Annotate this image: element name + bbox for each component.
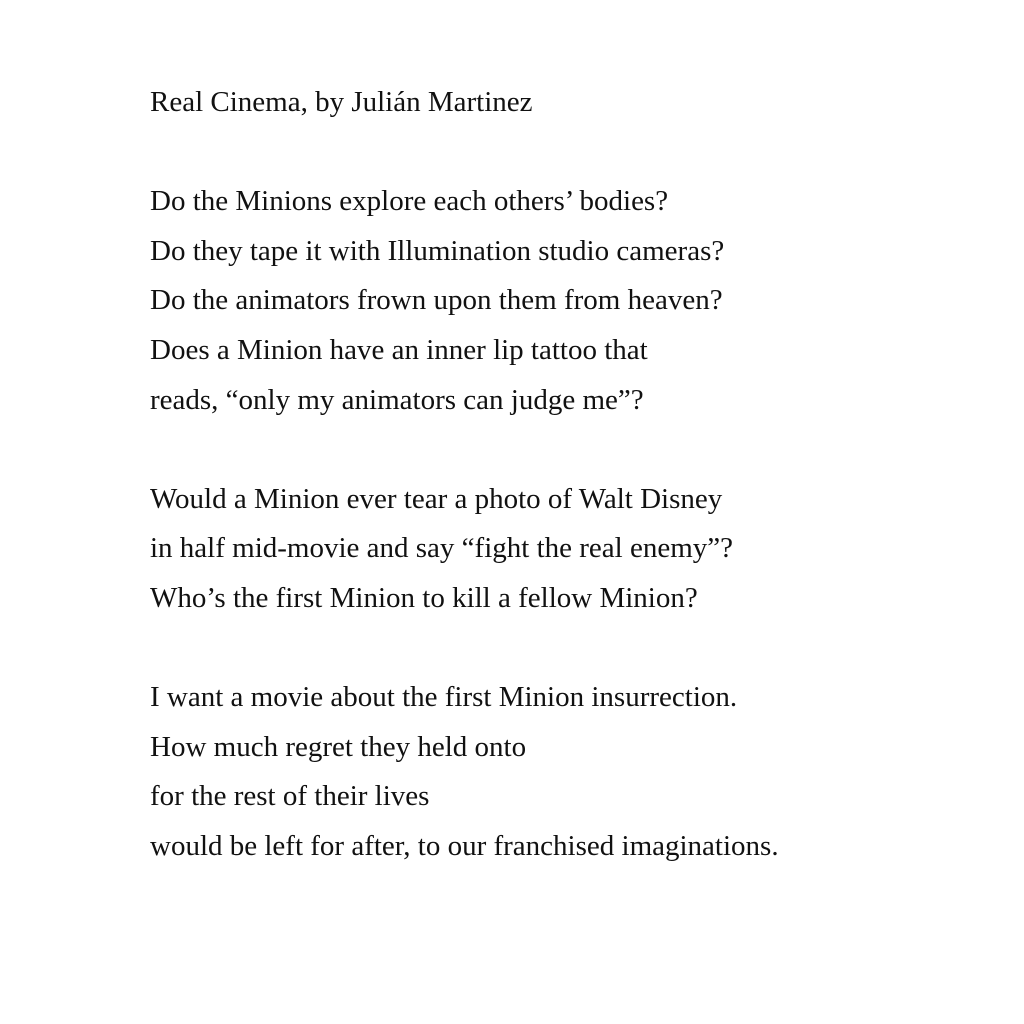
poem [150, 78, 990, 872]
stanza-2 [150, 475, 990, 624]
poem-line: Do they tape it with Illumination studio cameras? [150, 234, 725, 267]
poem-line: How much regret they held onto [150, 730, 527, 763]
poem-line: reads, “only my animators can judge me”? [150, 383, 644, 416]
poem-line: in half mid-movie and say “fight the real enemy”? [150, 532, 734, 565]
poem-title: Real Cinema, by Julián Martinez [150, 86, 533, 118]
poem-line: Would a Minion ever tear a photo of Walt Disney [150, 482, 723, 515]
poem-line: Do the Minions explore each others’ bodies? [150, 185, 669, 218]
stanza-3 [150, 673, 990, 871]
poem-line: Does a Minion have an inner lip tattoo that [150, 333, 648, 366]
stanza-break [150, 624, 990, 674]
stanza-break [150, 425, 990, 475]
poem-line: I want a movie about the first Minion insurrection. [150, 681, 738, 714]
poem-line: for the rest of their lives [150, 780, 430, 813]
stanza-1 [150, 177, 990, 425]
poem-line: would be left for after, to our franchised imaginations. [150, 829, 779, 862]
stanza-break [150, 128, 990, 178]
poem-line: Do the animators frown upon them from heaven? [150, 284, 723, 317]
poem-line: Who’s the first Minion to kill a fellow Minion? [150, 581, 698, 614]
